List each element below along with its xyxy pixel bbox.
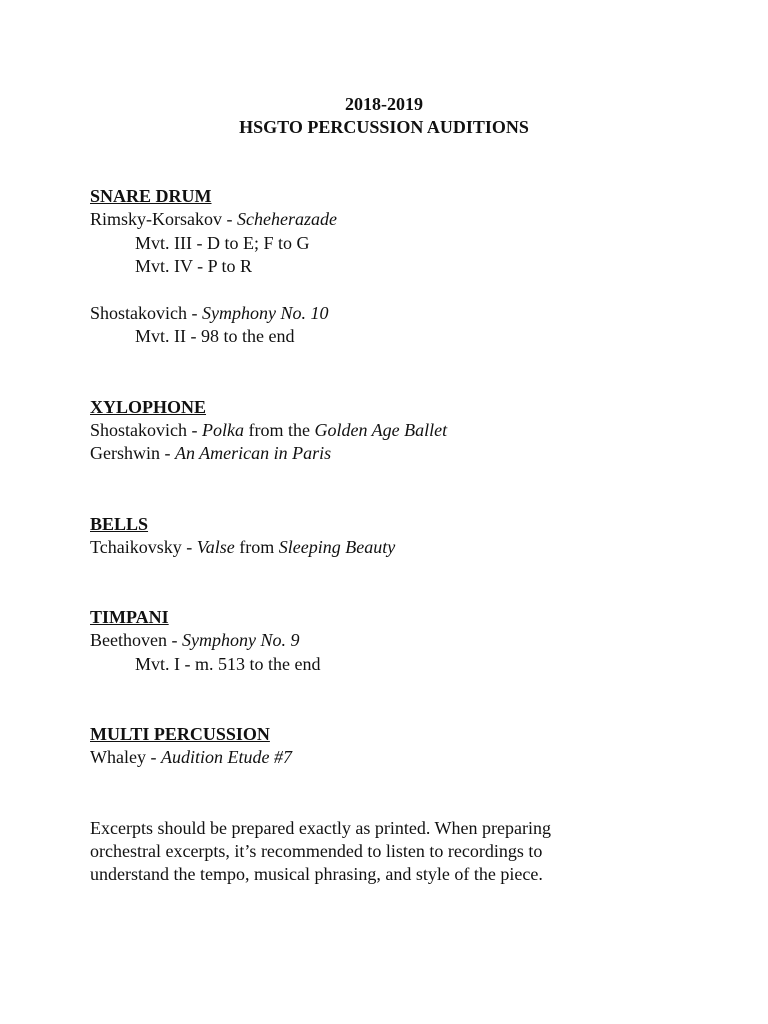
- audition-requirements: [90, 185, 710, 887]
- spacer: [90, 466, 710, 513]
- excerpt-detail: Mvt. I - m. 513 to the end: [135, 653, 321, 674]
- excerpt-line: [90, 746, 710, 769]
- connector-text: from: [234, 536, 279, 557]
- composer-name: Shostakovich: [90, 419, 187, 440]
- excerpt-line: [90, 536, 710, 559]
- connector-text: from the: [244, 419, 315, 440]
- composer-name: Whaley: [90, 747, 146, 768]
- work-title: Valse: [196, 536, 235, 557]
- separator: -: [145, 747, 161, 768]
- source-title: Golden Age Ballet: [314, 419, 448, 440]
- document-header: [0, 93, 768, 140]
- separator: -: [160, 443, 175, 464]
- note-line: orchestral excerpts, it’s recommended to listen to recordings to: [90, 841, 543, 862]
- separator: -: [181, 536, 197, 557]
- composer-name: Shostakovich: [90, 302, 187, 323]
- composer-name: Gershwin: [90, 443, 160, 464]
- preparation-note: [90, 817, 710, 887]
- composer-name: Rimsky-Korsakov: [90, 209, 222, 230]
- note-line: Excerpts should be prepared exactly as printed. When preparing: [90, 817, 551, 838]
- composer-name: Tchaikovsky: [90, 536, 182, 557]
- separator: -: [222, 209, 237, 230]
- section-heading-xylophone: XYLOPHONE: [90, 396, 207, 417]
- document-title: HSGTO PERCUSSION AUDITIONS: [239, 117, 529, 138]
- excerpt-line: [90, 442, 710, 465]
- work-title: Symphony No. 10: [202, 302, 329, 323]
- work-title: Scheherazade: [237, 209, 337, 230]
- separator: -: [187, 302, 202, 323]
- note-line: understand the tempo, musical phrasing, and style of the piece.: [90, 864, 543, 885]
- excerpt-line: [90, 629, 710, 652]
- spacer: [90, 279, 710, 302]
- spacer: [90, 770, 710, 817]
- section-heading-timpani: TIMPANI: [90, 607, 169, 628]
- spacer: [90, 349, 710, 396]
- work-title: Polka: [202, 419, 244, 440]
- spacer: [90, 676, 710, 723]
- excerpt-line: [90, 302, 710, 325]
- excerpt-detail: Mvt. IV - P to R: [135, 256, 253, 277]
- work-title: An American in Paris: [175, 443, 332, 464]
- separator: -: [187, 419, 202, 440]
- excerpt-detail: Mvt. III - D to E; F to G: [135, 232, 310, 253]
- season-year: 2018-2019: [345, 94, 423, 114]
- section-heading-multi-percussion: MULTI PERCUSSION: [90, 724, 270, 745]
- excerpt-line: [90, 208, 710, 231]
- composer-name: Beethoven: [90, 630, 167, 651]
- spacer: [90, 559, 710, 606]
- source-title: Sleeping Beauty: [278, 536, 396, 557]
- separator: -: [166, 630, 182, 651]
- section-heading-snare-drum: SNARE DRUM: [90, 186, 212, 206]
- section-heading-bells: BELLS: [90, 513, 149, 534]
- excerpt-detail: Mvt. II - 98 to the end: [135, 326, 295, 347]
- excerpt-line: [90, 419, 710, 442]
- work-title: Symphony No. 9: [181, 630, 300, 651]
- work-title: Audition Etude #7: [160, 747, 292, 768]
